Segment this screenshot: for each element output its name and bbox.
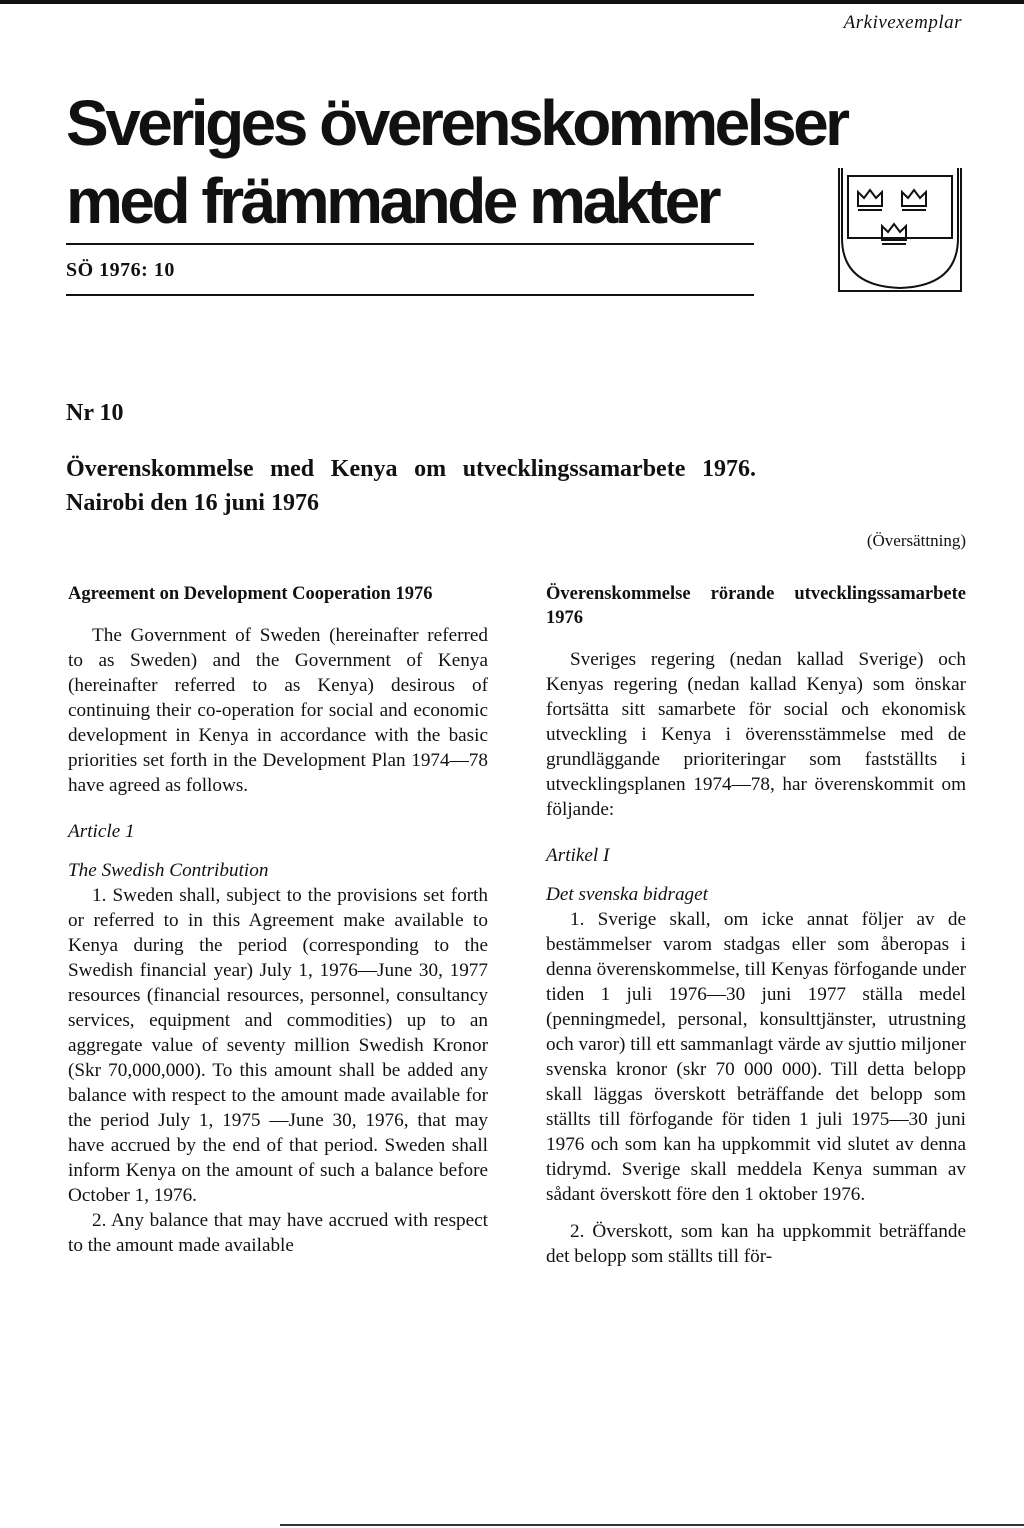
bottom-border <box>280 1524 1024 1526</box>
swedish-heading: Överenskommelse rörande utvecklingssamarbete 1976 <box>546 584 966 628</box>
english-paragraph-1: 1. Sweden shall, subject to the provisions set forth or referred to in this Agreement make available to Kenya during the period (corresponding to the Swedish financial year) July 1, 1976—June 30, 1977 resources (financial resources, personnel, consultancy services, equipment and commodities) up to an aggregate value of seventy million Swedish Kronor (Skr 70,000,000). To this amount shall be added any balance with respect to the amount made available for the period July 1, 1975 —June 30, 1976, that may have accrued by the end of that period. Sweden shall inform Kenya on the amount of such a balance before October 1, 1976. <box>68 885 488 1206</box>
document-number: Nr 10 <box>66 400 124 426</box>
translation-note: (Översättning) <box>866 531 966 550</box>
swedish-article-label: Artikel I <box>546 845 610 866</box>
english-column <box>68 582 488 1258</box>
series-title-line1: Sveriges överenskommelser <box>66 87 847 159</box>
coat-of-arms <box>838 168 962 292</box>
english-heading: Agreement on Development Cooperation 1976 <box>68 584 433 604</box>
header-rule-bottom <box>66 294 754 296</box>
english-intro: The Government of Sweden (hereinafter referred to as Sweden) and the Government of Kenya (hereinafter referred to as Kenya) desirous of continuing their co-operation for social and economic development in Kenya in accordance with the basic priorities set forth in the Development Plan 1974—78 have agreed as follows. <box>68 625 488 796</box>
swedish-column <box>546 582 966 1269</box>
header-rule-top <box>66 243 754 245</box>
three-crowns-icon <box>840 168 960 290</box>
series-title <box>66 84 847 240</box>
top-border <box>0 0 1024 4</box>
series-title-line2: med främmande makter <box>66 165 719 237</box>
swedish-intro: Sveriges regering (nedan kallad Sverige) och Kenyas regering (nedan kallad Kenya) som önskar fortsätta sitt samarbete för social och ekonomisk utveckling i Kenya i överensstämmelse med de grundläggande prioriteringar som fastställts i utvecklingsplanen 1974—78, har överenskommit om följande: <box>546 649 966 820</box>
agreement-title: Överenskommelse med Kenya om utvecklingssamarbete 1976. Nairobi den 16 juni 1976 <box>66 456 756 516</box>
swedish-article-subtitle: Det svenska bidraget <box>546 884 708 905</box>
swedish-paragraph-1: 1. Sverige skall, om icke annat följer av de bestämmelser varom stadgas eller som åberopas i denna överenskommelse, till Kenyas förfogande under tiden 1 juli 1976—30 juni 1977 ställa medel (penningmedel, personal, konsulttjänster, utrustning och varor) till ett sammanlagt värde av sjuttio miljoner svenska kronor (skr 70 000 000). Till detta belopp skall läggas överskott beträffande det belopp som ställts till förfogande för tiden 1 juli 1975—30 juni 1976 och som kan ha uppkommit vid slutet av denna tidrymd. Sverige skall meddela Kenya summan av sådant överskott före den 1 oktober 1976. <box>546 909 966 1205</box>
english-paragraph-2: 2. Any balance that may have accrued with respect to the amount made available <box>68 1210 488 1256</box>
series-code: SÖ 1976: 10 <box>66 259 175 281</box>
english-article-label: Article 1 <box>68 821 135 842</box>
swedish-paragraph-2: 2. Överskott, som kan ha uppkommit beträffande det belopp som ställts till för- <box>546 1221 966 1267</box>
archive-label: Arkivexemplar <box>843 12 962 33</box>
english-article-subtitle: The Swedish Contribution <box>68 860 269 881</box>
